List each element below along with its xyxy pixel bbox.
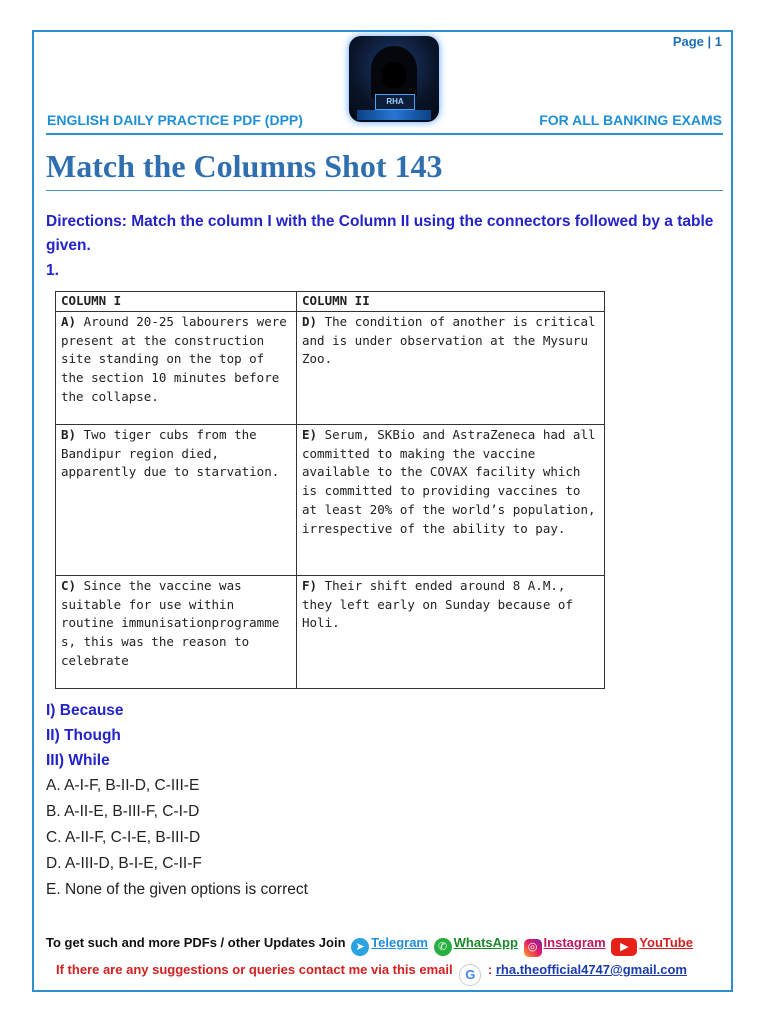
header-left: ENGLISH DAILY PRACTICE PDF (DPP) <box>47 112 303 128</box>
telegram-icon: ➤ <box>351 938 369 956</box>
cell-text: Around 20-25 labourers were present at the construction site standing on the top of the section 10 minutes before the collapse. <box>61 313 287 404</box>
youtube-link[interactable]: YouTube <box>639 935 693 950</box>
cell-text: Serum, SKBio and AstraZeneca had all committed to making the vaccine available to the COVAX facility which is committed to providing vaccines to at least 20% of the world’s population, irrespective of the ability to pay. <box>302 426 596 536</box>
table-cell <box>56 311 297 424</box>
join-text: To get such and more PDFs / other Updates Join <box>46 935 346 950</box>
cell-text: Their shift ended around 8 A.M., they left early on Sunday because of Holi. <box>302 577 573 631</box>
table-header-row <box>56 292 605 312</box>
cell-key: B) <box>61 426 77 442</box>
directions-text: Directions: Match the column I with the Column II using the connectors followed by a table given. <box>46 213 714 254</box>
cell-key: A) <box>61 313 77 329</box>
column-header: COLUMN II <box>297 292 605 312</box>
table-cell <box>56 424 297 575</box>
rha-logo <box>349 36 439 122</box>
telegram-link[interactable]: Telegram <box>371 935 428 950</box>
whatsapp-icon: ✆ <box>434 938 452 956</box>
contact-text: If there are any suggestions or queries contact me via this email <box>56 962 453 977</box>
footer-join-line <box>46 935 693 957</box>
answer-option: A. A-I-F, B-II-D, C-III-E <box>46 777 200 794</box>
email-link[interactable]: rha.theofficial4747@gmail.com <box>495 962 687 977</box>
connector-item: I) Because <box>46 702 124 719</box>
table-row <box>56 575 605 688</box>
table-cell <box>297 311 605 424</box>
cell-key: D) <box>302 313 318 329</box>
answer-option: D. A-III-D, B-I-E, C-II-F <box>46 855 202 872</box>
header-divider <box>46 133 723 135</box>
table-cell <box>297 575 605 688</box>
answer-option: E. None of the given options is correct <box>46 881 308 898</box>
connector-item: III) While <box>46 752 110 769</box>
match-table <box>55 291 605 689</box>
table-cell <box>297 424 605 575</box>
logo-badge: RHA <box>375 94 415 110</box>
whatsapp-link[interactable]: WhatsApp <box>453 935 518 950</box>
answer-option: C. A-II-F, C-I-E, B-III-D <box>46 829 201 846</box>
footer-contact-line <box>56 962 687 986</box>
connector-item: II) Though <box>46 727 121 744</box>
google-icon: G <box>459 964 481 986</box>
cell-text: The condition of another is critical and is under observation at the Mysuru Zoo. <box>302 313 596 367</box>
page-title: Match the Columns Shot 143 <box>46 148 443 184</box>
title-divider <box>46 190 723 191</box>
column-header: COLUMN I <box>56 292 297 312</box>
question-number: 1. <box>46 262 59 279</box>
header-right: FOR ALL BANKING EXAMS <box>539 112 722 128</box>
contact-separator: : <box>487 962 493 977</box>
table-cell <box>56 575 297 688</box>
page-number: Page | 1 <box>672 34 722 49</box>
cell-key: F) <box>302 577 318 593</box>
logo-face <box>382 62 406 88</box>
instagram-icon: ◎ <box>524 939 542 957</box>
cell-key: E) <box>302 426 318 442</box>
table-row <box>56 311 605 424</box>
cell-text: Two tiger cubs from the Bandipur region died, apparently due to starvation. <box>61 426 280 480</box>
instagram-link[interactable]: Instagram <box>543 935 606 950</box>
youtube-icon: ▶ <box>611 938 637 956</box>
cell-key: C) <box>61 577 77 593</box>
logo-keyboard <box>357 110 431 120</box>
answer-option: B. A-II-E, B-III-F, C-I-D <box>46 803 200 820</box>
table-row <box>56 424 605 575</box>
cell-text: Since the vaccine was suitable for use within routine immunisationprogramme s, this was the reason to celebrate <box>61 577 280 668</box>
